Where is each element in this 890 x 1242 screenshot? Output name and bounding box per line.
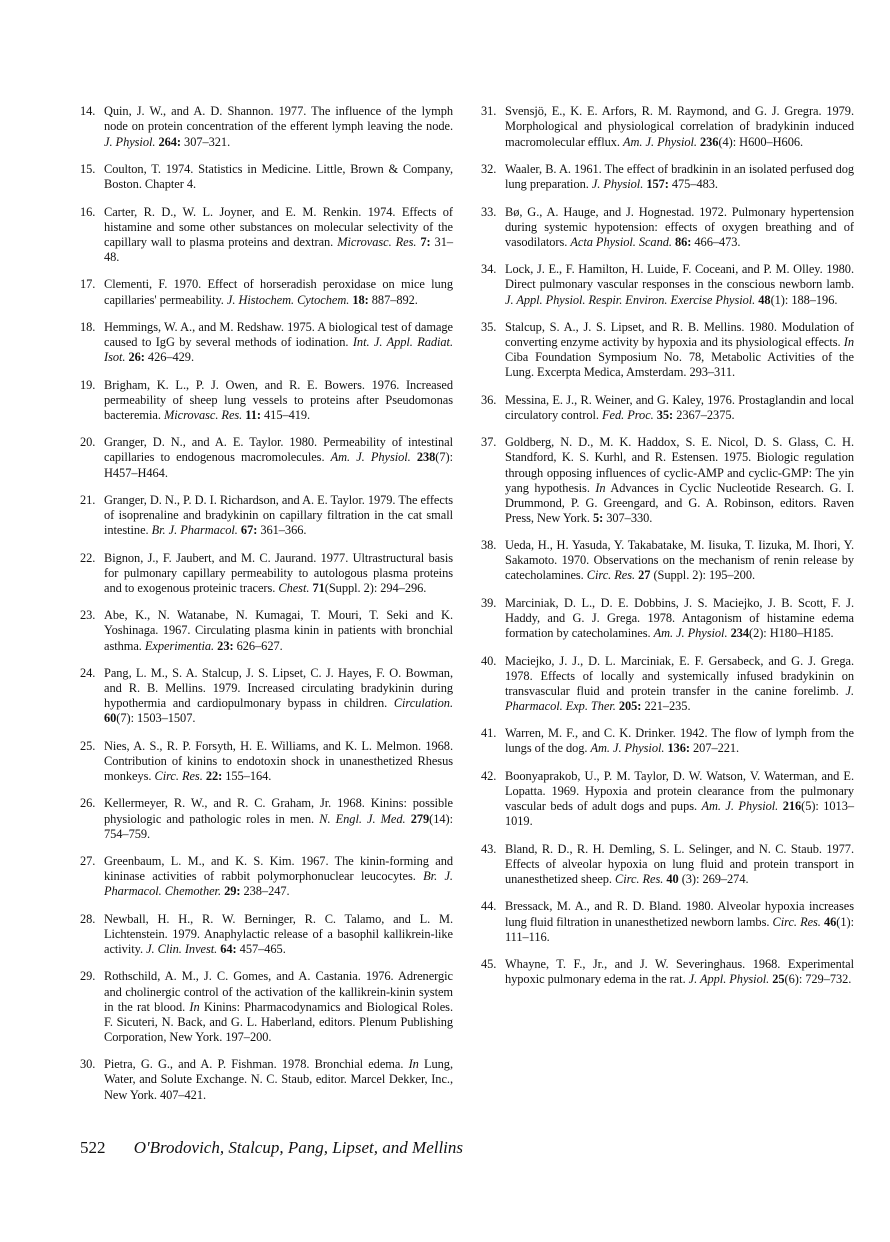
reference-text: Brigham, K. L., P. J. Owen, and R. E. Bowers. 1976. Increased permeability of sheep lung vessels to proteins after Pseudomonas bacteremia. (104, 377, 453, 422)
reference-item (80, 608, 453, 653)
reference-volume: 5: (592, 510, 604, 525)
reference-journal: Circ. Res. (772, 914, 821, 929)
reference-journal: Circulation. (393, 696, 453, 711)
reference-text: 155–164. (222, 768, 272, 783)
reference-number: 33. (481, 204, 497, 219)
reference-volume: 157: (646, 177, 669, 192)
reference-journal: In (408, 1057, 419, 1072)
reference-text: Kellermeyer, R. W., and R. C. Graham, Jr. 1968. Kinins: possible physiologic and pathologic roles in men. (104, 796, 453, 826)
reference-number: 26. (80, 796, 96, 811)
reference-number: 43. (481, 841, 497, 856)
references-right-column (481, 92, 854, 996)
reference-text: 221–235. (641, 698, 691, 713)
reference-journal: Experimentia. (144, 638, 215, 653)
reference-journal: In (189, 999, 200, 1014)
reference-item (80, 277, 453, 307)
reference-item (80, 666, 453, 726)
reference-volume: 35: (656, 407, 674, 422)
reference-item (481, 393, 854, 423)
reference-journal: Int. J. Appl. Radiat. Isot. (104, 335, 453, 365)
page-footer (80, 1138, 463, 1158)
reference-number: 21. (80, 493, 96, 507)
reference-volume: 40 (666, 871, 679, 886)
reference-journal: Microvasc. Res. (337, 234, 417, 249)
reference-text: Pietra, G. G., and A. P. Fishman. 1978. Bronchial edema. (104, 1057, 409, 1072)
reference-text: Rothschild, A. M., J. C. Gomes, and A. Castania. 1976. Adrenergic and cholinergic control of the activation of the kallikrein-kinin system in the rat blood. (104, 969, 453, 1014)
reference-item (481, 726, 854, 756)
reference-number: 45. (481, 957, 497, 972)
reference-text: (1): 188–196. (770, 292, 838, 307)
reference-journal: Am. J. Physiol. (701, 799, 779, 814)
reference-number: 37. (481, 435, 497, 450)
reference-text: 307–321. (181, 134, 231, 149)
reference-text: Quin, J. W., and A. D. Shannon. 1977. The influence of the lymph node on protein concentration of the efferent lymph leaving the node. (104, 104, 453, 134)
reference-journal: Am. J. Physiol. (623, 134, 697, 149)
reference-text: Waaler, B. A. 1961. The effect of bradkinin in an isolated perfused dog lung preparation. (505, 162, 854, 192)
reference-volume: 264: (158, 134, 181, 149)
reference-number: 20. (80, 435, 96, 450)
reference-journal: Chest. (278, 580, 310, 595)
reference-volume: 136: (667, 741, 690, 756)
reference-text: Kinins: Pharmacodynamics and Biological Roles. F. Sicuteri, N. Back, and G. L. Haberland, editors. Plenum Publishing Corporation, New York. 197–200. (104, 999, 453, 1044)
reference-number: 42. (481, 768, 497, 783)
reference-item (481, 957, 854, 987)
reference-item (80, 1057, 453, 1102)
reference-number: 27. (80, 854, 96, 869)
reference-text: Lock, J. E., F. Hamilton, H. Luide, F. Coceani, and P. M. Olley. 1980. Direct pulmonary vascular responses in the conscious newborn lamb. (505, 262, 854, 292)
reference-text: Clementi, F. 1970. Effect of horseradish peroxidase on mice lung capillaries' permeability. (104, 277, 453, 307)
reference-number: 25. (80, 738, 96, 753)
reference-journal: Br. J. Pharmacol. (151, 523, 238, 538)
reference-text: (Suppl. 2): 294–296. (324, 580, 427, 595)
reference-journal: Am. J. Physiol. (590, 741, 665, 756)
reference-journal: Br. J. Pharmacol. Chemother. (104, 869, 453, 899)
reference-text: Ciba Foundation Symposium No. 78, Metabolic Activities of the Lung. Excerpta Medica, Amsterdam. 293–311. (505, 350, 854, 380)
reference-volume: 25 (772, 972, 785, 987)
reference-volume: 11: (245, 407, 261, 422)
reference-journal: Circ. Res. (154, 768, 203, 783)
reference-text: Stalcup, S. A., J. S. Lipset, and R. B. Mellins. 1980. Modulation of converting enzyme activity by hypoxia and its physiological effects. (505, 319, 854, 350)
reference-item (481, 654, 854, 714)
reference-volume: 60 (104, 711, 117, 726)
reference-text: Bland, R. D., R. H. Demling, S. L. Selinger, and N. C. Staub. 1977. Effects of alveolar hypoxia on lung fluid and protein transport in unanesthetized sheep. (505, 841, 854, 886)
reference-item (80, 551, 453, 596)
reference-text: Bignon, J., F. Jaubert, and M. C. Jaurand. 1977. Ultrastructural basis for pulmonary capillary permeability to autologous plasma proteins and to exogenous proteinic tracers. (104, 550, 453, 595)
reference-text: Bressack, M. A., and R. D. Bland. 1980. Alveolar hypoxia increases lung fluid filtration in unanesthetized newborn lambs. (505, 899, 854, 929)
reference-volume: 71 (312, 580, 325, 595)
reference-volume: 279 (410, 811, 430, 826)
reference-item (481, 596, 854, 641)
reference-item (80, 912, 453, 957)
reference-number: 40. (481, 653, 497, 668)
reference-item (80, 739, 453, 784)
reference-number: 22. (80, 550, 96, 565)
reference-number: 39. (481, 595, 497, 610)
reference-volume: 216 (782, 799, 802, 814)
reference-text: Hemmings, W. A., and M. Redshaw. 1975. A biological test of damage caused to IgG by several methods of iodination. (104, 319, 453, 350)
reference-item (481, 538, 854, 583)
references-left-column (80, 92, 453, 1112)
reference-text: Lung, Water, and Solute Exchange. N. C. Staub, editor. Marcel Dekker, Inc., New York. 407–421. (104, 1057, 453, 1102)
reference-journal: Am. J. Physiol. (330, 450, 411, 465)
reference-text: Nies, A. S., R. P. Forsyth, H. E. Williams, and K. L. Melmon. 1968. Contribution of kinins to endotoxin shock in unanesthetized Rhesus monkeys. (104, 738, 453, 783)
reference-item (80, 969, 453, 1044)
reference-item (481, 320, 854, 380)
reference-text: (4): H600–H606. (718, 134, 804, 149)
reference-volume: 205: (618, 698, 642, 713)
reference-volume: 86: (674, 234, 692, 249)
reference-journal: Microvasc. Res. (163, 407, 243, 422)
reference-text: (7): 1503–1507. (116, 711, 196, 726)
reference-text: 426–429. (144, 350, 194, 365)
reference-text: Coulton, T. 1974. Statistics in Medicine. Little, Brown & Company, Boston. Chapter 4. (104, 162, 453, 192)
reference-number: 30. (80, 1057, 96, 1072)
reference-text: Advances in Cyclic Nucleotide Research. G. I. Drummond, P. G. Greengard, and G. A. Robinson, editors. Raven Press, New York. (505, 480, 854, 525)
reference-volume: 23: (217, 638, 234, 653)
reference-item (80, 205, 453, 265)
reference-journal: J. Appl. Physiol. (688, 972, 770, 987)
reference-text: (Suppl. 2): 195–200. (650, 568, 756, 583)
reference-text: Warren, M. F., and C. K. Drinker. 1942. The flow of lymph from the lungs of the dog. (505, 726, 854, 756)
reference-item (80, 435, 453, 480)
reference-text: Abe, K., N. Watanabe, N. Kumagai, T. Mouri, T. Seki and K. Yoshinaga. 1967. Circulating plasma kinin in patients with bronchial asthma. (104, 608, 453, 653)
reference-volume: 48 (758, 292, 771, 307)
reference-journal: In (843, 335, 854, 350)
reference-text: Boonyaprakob, U., P. M. Taylor, D. W. Watson, V. Waterman, and E. Lopatta. 1969. Hypoxia and protein clearance from the pulmonary vascular beds of adult dogs and pups. (505, 768, 854, 814)
running-authors: O'Brodovich, Stalcup, Pang, Lipset, and Mellins (133, 1138, 464, 1157)
reference-item (80, 162, 453, 192)
reference-text: Carter, R. D., W. L. Joyner, and E. M. Renkin. 1974. Effects of histamine and some other substances on molecular selectivity of the capillary wall to plasma proteins and dextran. (104, 204, 453, 249)
reference-text: (14): 754–759. (104, 811, 453, 841)
reference-volume: 46 (823, 914, 837, 929)
reference-item (481, 104, 854, 149)
reference-text: Granger, D. N., P. D. I. Richardson, and A. E. Taylor. 1979. The effects of isoprenaline and bradykinin on capillary filtration in the cat small intestine. (104, 493, 453, 538)
reference-text: (2): H180–H185. (749, 626, 834, 641)
reference-item (80, 378, 453, 423)
reference-text: Marciniak, D. L., D. E. Dobbins, J. S. Maciejko, J. B. Scott, F. J. Haddy, and G. J. Grega. 1978. Antagonism of histamine edema formation by catecholamines. (505, 595, 854, 641)
reference-text: Messina, E. J., R. Weiner, and G. Kaley, 1976. Prostaglandin and local circulatory control. (505, 392, 854, 422)
reference-journal: J. Physiol. (591, 177, 644, 192)
reference-item (481, 262, 854, 307)
reference-number: 34. (481, 262, 497, 277)
reference-volume: 26: (128, 350, 145, 365)
reference-journal: Am. J. Physiol. (653, 626, 728, 641)
page-number: 522 (80, 1138, 106, 1157)
reference-item (80, 104, 453, 149)
reference-text: 361–366. (257, 523, 307, 538)
reference-text: 307–330. (603, 510, 653, 525)
reference-text: 415–419. (260, 407, 311, 422)
reference-journal: Acta Physiol. Scand. (570, 234, 672, 249)
reference-volume: 27 (638, 568, 651, 583)
reference-journal: J. Physiol. (104, 134, 156, 149)
reference-journal: Circ. Res. (586, 568, 636, 583)
reference-number: 35. (481, 319, 497, 334)
reference-text: Granger, D. N., and A. E. Taylor. 1980. Permeability of intestinal capillaries to endogenous macromolecules. (104, 435, 453, 465)
reference-text: Newball, H. H., R. W. Berninger, R. C. Talamo, and L. M. Lichtenstein. 1979. Anaphylactic release of a basophil kallikrein-like activity. (104, 911, 453, 956)
reference-text: 31–48. (104, 234, 453, 264)
reference-text: 475–483. (668, 177, 718, 192)
reference-number: 31. (481, 104, 497, 119)
reference-volume: 67: (240, 523, 258, 538)
reference-text: 2367–2375. (673, 407, 735, 422)
reference-text: 887–892. (368, 292, 418, 307)
reference-volume: 236 (700, 134, 719, 149)
reference-text: Maciejko, J. J., D. L. Marciniak, E. F. Gersabeck, and G. J. Grega. 1978. Effects of locally and systemically infused bradykinin on transvascular fluid and protein transfer in the canine forelimb. (505, 653, 854, 698)
reference-item (80, 796, 453, 841)
reference-number: 23. (80, 608, 96, 623)
reference-number: 41. (481, 726, 497, 741)
reference-volume: 238 (416, 450, 436, 465)
reference-journal: J. Histochem. Cytochem. (226, 292, 350, 307)
reference-number: 17. (80, 277, 96, 292)
reference-item (481, 899, 854, 944)
reference-journal: J. Clin. Invest. (146, 941, 218, 956)
reference-text: Goldberg, N. D., M. K. Haddox, S. E. Nicol, D. S. Glass, C. H. Standford, K. S. Kurhl, and R. Estensen. 1975. Biologic regulation through opposing influences of cyclic-AMP and cyclic-GMP: The yin yang hypothesis. (505, 435, 854, 495)
reference-number: 38. (481, 538, 497, 553)
reference-volume: 22: (205, 768, 223, 783)
reference-volume: 18: (352, 292, 369, 307)
reference-text: (7): H457–H464. (104, 450, 453, 480)
reference-text: Pang, L. M., S. A. Stalcup, J. S. Lipset, C. J. Hayes, F. O. Bowman, and R. B. Mellins. 1979. Increased circulating bradykinin during hypothermia and cardiopulmonary bypass in children. (104, 666, 453, 711)
reference-number: 44. (481, 899, 497, 914)
reference-text: 457–465. (236, 941, 286, 956)
reference-journal: J. Appl. Physiol. Respir. Environ. Exercise Physiol. (505, 292, 756, 307)
reference-text: 626–627. (233, 638, 283, 653)
reference-volume: 7: (420, 234, 431, 249)
reference-text: Bø, G., A. Hauge, and J. Hognestad. 1972. Pulmonary hypertension during systemic hypotension: effects of oxygen breathing and of vasodilators. (505, 204, 854, 249)
reference-text: 207–221. (689, 741, 740, 756)
reference-number: 36. (481, 392, 497, 407)
reference-journal: J. Pharmacol. Exp. Ther. (505, 683, 854, 713)
reference-text: Ueda, H., H. Yasuda, Y. Takabatake, M. Iisuka, T. Iizuka, M. Ihori, Y. Sakamoto. 1970. Observations on the mechanism of renin release by catecholamines. (505, 538, 854, 583)
reference-number: 14. (80, 104, 96, 119)
reference-item (481, 769, 854, 829)
reference-item (481, 162, 854, 192)
reference-number: 28. (80, 911, 96, 926)
reference-item (80, 320, 453, 365)
reference-text: (6): 729–732. (784, 972, 852, 987)
reference-volume: 29: (224, 884, 241, 899)
reference-text: (1): 111–116. (505, 914, 854, 944)
reference-number: 19. (80, 377, 96, 392)
reference-text: (3): 269–274. (678, 871, 749, 886)
reference-text: Greenbaum, L. M., and K. S. Kim. 1967. The kinin-forming and kininase activities of rabbit polymorphonuclear leucocytes. (104, 854, 453, 884)
reference-text: 466–473. (691, 234, 741, 249)
reference-item (80, 493, 453, 538)
reference-volume: 64: (220, 941, 237, 956)
reference-journal: Circ. Res. (615, 871, 664, 886)
reference-item (80, 854, 453, 899)
reference-text: 238–247. (240, 884, 290, 899)
reference-item (481, 435, 854, 526)
reference-journal: In (595, 480, 606, 495)
reference-journal: Fed. Proc. (602, 407, 654, 422)
reference-text: (5): 1013–1019. (505, 799, 854, 829)
reference-number: 29. (80, 969, 96, 984)
reference-volume: 234 (730, 626, 749, 641)
reference-text: Svensjö, E., K. E. Arfors, R. M. Raymond, and G. J. Gregra. 1979. Morphological and physiological correlation of bradykinin induced macromolecular efflux. (505, 104, 854, 149)
reference-number: 32. (481, 162, 497, 177)
reference-number: 24. (80, 666, 96, 681)
reference-item (481, 842, 854, 887)
reference-number: 18. (80, 319, 96, 334)
reference-number: 15. (80, 162, 96, 177)
reference-number: 16. (80, 204, 96, 219)
reference-journal: N. Engl. J. Med. (319, 811, 406, 826)
reference-text: Whayne, T. F., Jr., and J. W. Severinghaus. 1968. Experimental hypoxic pulmonary edema in the rat. (505, 957, 854, 987)
reference-item (481, 205, 854, 250)
